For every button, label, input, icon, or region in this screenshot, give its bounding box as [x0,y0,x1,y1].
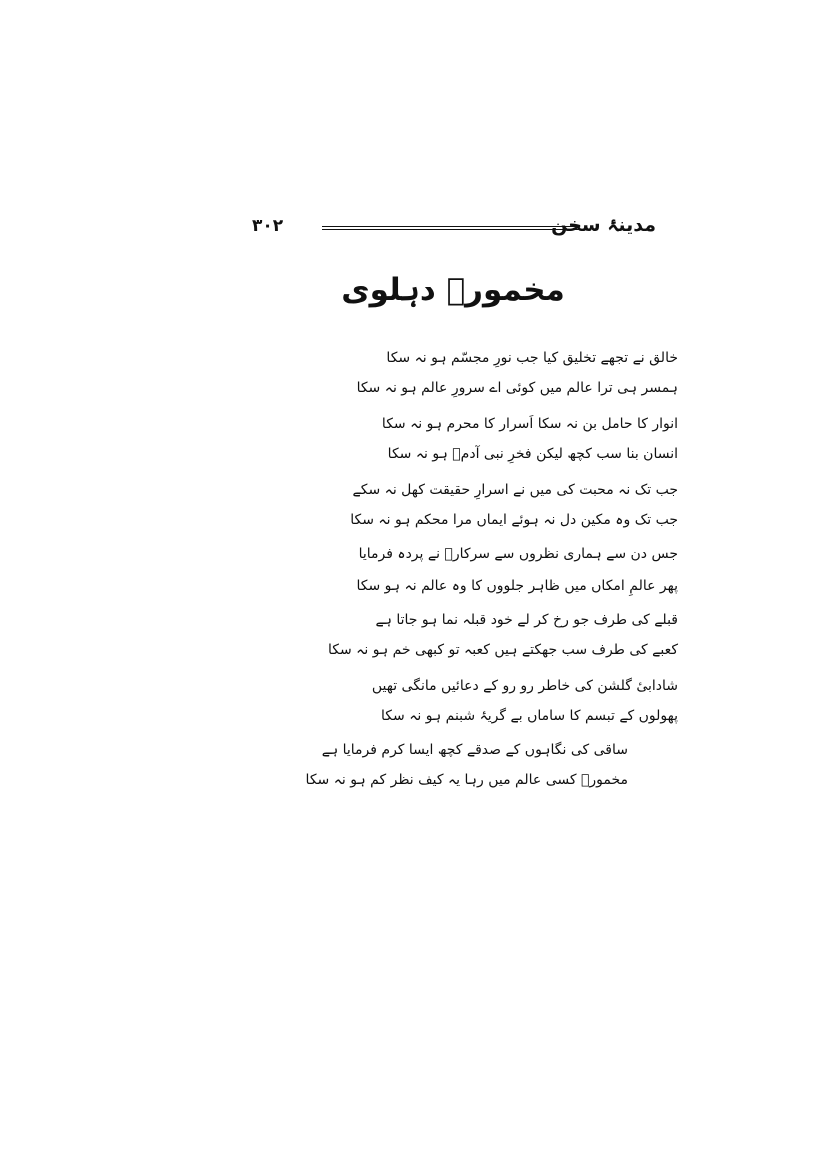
verse-line: جب تک وہ مکین دل نہ ہوئے ایماں مرا محکم ہو نہ سکا [350,512,678,528]
running-header-book-title: مدینۂ سخن [551,214,656,236]
verse-line: خالق نے تجھے تخلیق کیا جب نورِ مجسّم ہو نہ سکا [386,350,678,366]
page-number: ۳۰۲ [252,216,284,236]
verse-line: جس دن سے ہماری نظروں سے سرکارؐ نے پردہ فرمایا [358,546,678,562]
verse-line: پھولوں کے تبسم کا ساماں بے گریۂ شبنم ہو نہ سکا [381,708,678,724]
verse-line: انوار کا حامل بن نہ سکا اَسرار کا محرم ہو نہ سکا [381,416,678,432]
verse-line: مخمورؔ کسی عالم میں رہا یہ کیف نظر کم ہو نہ سکا [305,772,628,788]
verse-line: قبلے کی طرف جو رخ کر لے خود قبلہ نما ہو جاتا ہے [375,612,678,628]
verse-line: شادابیٔ گلشن کی خاطر رو رو کے دعائیں مانگی تھیں [371,678,678,694]
header-double-rule [322,226,579,230]
verse-line: جب تک نہ محبت کی میں نے اسرارِ حقیقت کھل نہ سکے [352,482,678,498]
verse-line: انسان بنا سب کچھ لیکن فخرِ نبی آدمؑ ہو نہ سکا [387,446,678,462]
verse-line: ساقی کی نگاہوں کے صدقے کچھ ایسا کرم فرمایا ہے [321,742,628,758]
verse-line: پھر عالمِ امکاں میں ظاہر جلووں کا وہ عالم نہ ہو سکا [356,578,678,594]
verse-line: کعبے کی طرف سب جھکتے ہیں کعبہ تو کبھی خم ہو نہ سکا [327,642,678,658]
poet-name-heading: مخمورؔ دہلوی [341,272,565,308]
verse-line: ہمسر ہی ترا عالم میں کوئی اے سرورِ عالم ہو نہ سکا [356,380,678,396]
